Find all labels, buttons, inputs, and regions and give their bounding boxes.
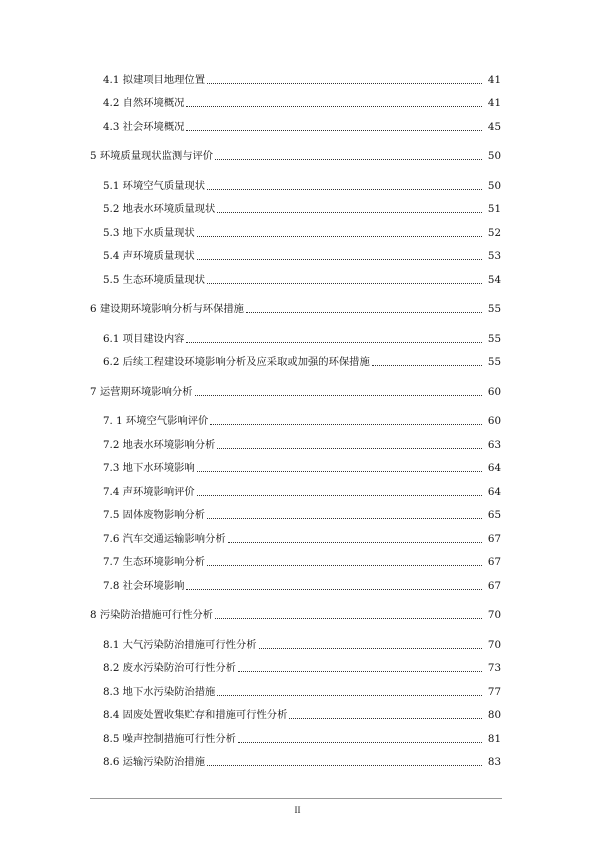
toc-dot-leader (217, 447, 482, 449)
toc-entry-page-number: 45 (487, 120, 501, 133)
toc-entry-page-number: 67 (487, 556, 501, 568)
toc-entry-page-number: 55 (487, 332, 501, 345)
toc-dot-leader (207, 188, 482, 190)
footer-page-number: II (294, 805, 301, 815)
toc-entry-title: 7.3 地下水环境影响 (103, 462, 195, 474)
toc-entry-title: 5.4 声环境质量现状 (103, 250, 195, 262)
toc-entry-page-number: 50 (487, 179, 501, 192)
toc-entry-page-number: 70 (487, 638, 501, 651)
table-of-contents (0, 66, 595, 772)
toc-section-entry[interactable] (0, 243, 595, 267)
toc-entry-page-number: 77 (487, 685, 501, 698)
toc-entry-title: 8.6 运输污染防治措施 (103, 756, 206, 768)
toc-entry-title: 5 环境质量现状监测与评价 (90, 150, 214, 162)
toc-entry-title: 7.8 社会环境影响 (103, 579, 185, 592)
toc-dot-leader (186, 105, 482, 107)
toc-dot-leader (238, 670, 482, 672)
toc-dot-leader (217, 211, 482, 213)
toc-entry-title: 7.6 汽车交通运输影响分析 (103, 532, 226, 545)
toc-entry-title: 7.7 生态环境影响分析 (103, 556, 206, 568)
toc-section-entry[interactable] (0, 266, 595, 290)
toc-entry-title: 5.3 地下水质量现状 (103, 226, 195, 239)
toc-section-entry[interactable] (0, 678, 595, 702)
toc-entry-page-number: 64 (487, 462, 501, 474)
toc-chapter-entry[interactable] (0, 378, 595, 402)
toc-section-entry[interactable] (0, 749, 595, 773)
toc-section-entry[interactable] (0, 502, 595, 526)
toc-entry-title: 6.1 项目建设内容 (103, 332, 185, 345)
toc-chapter-entry[interactable] (0, 143, 595, 167)
toc-entry-page-number: 60 (487, 415, 501, 427)
toc-chapter-entry[interactable] (0, 296, 595, 320)
toc-dot-leader (207, 764, 482, 766)
toc-entry-title: 5.2 地表水环境质量现状 (103, 203, 216, 215)
toc-dot-leader (207, 517, 482, 519)
toc-entry-page-number: 73 (487, 662, 501, 674)
footer-divider (90, 798, 502, 799)
toc-entry-title: 7.5 固体废物影响分析 (103, 509, 206, 521)
toc-entry-title: 8.3 地下水污染防治措施 (103, 685, 216, 698)
toc-entry-title: 7. 1 环境空气影响评价 (103, 415, 209, 427)
toc-entry-page-number: 70 (487, 609, 501, 621)
toc-entry-page-number: 67 (487, 579, 501, 592)
toc-dot-leader (207, 282, 482, 284)
toc-entry-page-number: 60 (487, 385, 501, 398)
toc-dot-leader (228, 541, 482, 543)
toc-section-entry[interactable] (0, 572, 595, 596)
toc-entry-title: 4.3 社会环境概况 (103, 120, 185, 133)
toc-section-entry[interactable] (0, 655, 595, 679)
toc-entry-page-number: 67 (487, 532, 501, 545)
toc-entry-page-number: 50 (487, 150, 501, 162)
toc-entry-title: 7.2 地表水环境影响分析 (103, 438, 216, 451)
toc-entry-title: 8.5 噪声控制措施可行性分析 (103, 732, 236, 745)
toc-section-entry[interactable] (0, 431, 595, 455)
toc-entry-page-number: 63 (487, 438, 501, 451)
toc-entry-page-number: 41 (487, 73, 501, 86)
toc-section-entry[interactable] (0, 702, 595, 726)
toc-entry-page-number: 52 (487, 226, 501, 239)
toc-entry-page-number: 55 (487, 356, 501, 368)
toc-entry-page-number: 41 (487, 97, 501, 109)
toc-section-entry[interactable] (0, 219, 595, 243)
toc-entry-title: 7.4 声环境影响评价 (103, 485, 195, 498)
toc-entry-page-number: 51 (487, 203, 501, 215)
toc-entry-title: 5.5 生态环境质量现状 (103, 273, 206, 286)
toc-entry-title: 8.1 大气污染防治措施可行性分析 (103, 638, 257, 651)
toc-dot-leader (197, 470, 482, 472)
toc-entry-title: 5.1 环境空气质量现状 (103, 179, 206, 192)
toc-section-entry[interactable] (0, 525, 595, 549)
toc-entry-title: 7 运营期环境影响分析 (90, 385, 193, 398)
toc-dot-leader (215, 158, 482, 160)
toc-dot-leader (215, 617, 482, 619)
toc-dot-leader (186, 588, 482, 590)
toc-entry-page-number: 54 (487, 273, 501, 286)
toc-entry-title: 8 污染防治措施可行性分析 (90, 609, 214, 621)
toc-section-entry[interactable] (0, 113, 595, 137)
toc-section-entry[interactable] (0, 349, 595, 373)
toc-section-entry[interactable] (0, 455, 595, 479)
toc-dot-leader (246, 311, 482, 313)
toc-section-entry[interactable] (0, 66, 595, 90)
toc-dot-leader (186, 341, 482, 343)
toc-section-entry[interactable] (0, 631, 595, 655)
toc-section-entry[interactable] (0, 172, 595, 196)
toc-section-entry[interactable] (0, 325, 595, 349)
toc-entry-title: 4.2 自然环境概况 (103, 97, 185, 109)
toc-dot-leader (186, 129, 482, 131)
toc-dot-leader (259, 647, 482, 649)
toc-entry-title: 8.2 废水污染防治可行性分析 (103, 662, 236, 674)
toc-entry-page-number: 83 (487, 756, 501, 768)
toc-entry-page-number: 64 (487, 485, 501, 498)
toc-entry-title: 6.2 后续工程建设环境影响分析及应采取或加强的环保措施 (103, 356, 370, 368)
toc-dot-leader (197, 258, 482, 260)
toc-dot-leader (210, 423, 482, 425)
toc-dot-leader (207, 82, 482, 84)
toc-entry-page-number: 53 (487, 250, 501, 262)
toc-entry-page-number: 81 (487, 732, 501, 745)
toc-dot-leader (217, 694, 482, 696)
toc-dot-leader (207, 564, 482, 566)
toc-dot-leader (372, 364, 482, 366)
toc-entry-title: 8.4 固废处置收集贮存和措施可行性分析 (103, 709, 288, 721)
toc-section-entry[interactable] (0, 90, 595, 114)
toc-section-entry[interactable] (0, 549, 595, 573)
toc-dot-leader (195, 394, 483, 396)
toc-chapter-entry[interactable] (0, 602, 595, 626)
toc-entry-page-number: 80 (487, 709, 501, 721)
toc-entry-page-number: 55 (487, 303, 501, 315)
toc-section-entry[interactable] (0, 725, 595, 749)
toc-entry-page-number: 65 (487, 509, 501, 521)
toc-section-entry[interactable] (0, 408, 595, 432)
toc-section-entry[interactable] (0, 478, 595, 502)
toc-section-entry[interactable] (0, 196, 595, 220)
toc-entry-title: 6 建设期环境影响分析与环保措施 (90, 303, 244, 315)
toc-dot-leader (238, 741, 482, 743)
toc-dot-leader (197, 235, 482, 237)
toc-entry-title: 4.1 拟建项目地理位置 (103, 73, 206, 86)
toc-dot-leader (197, 494, 482, 496)
toc-dot-leader (289, 717, 482, 719)
